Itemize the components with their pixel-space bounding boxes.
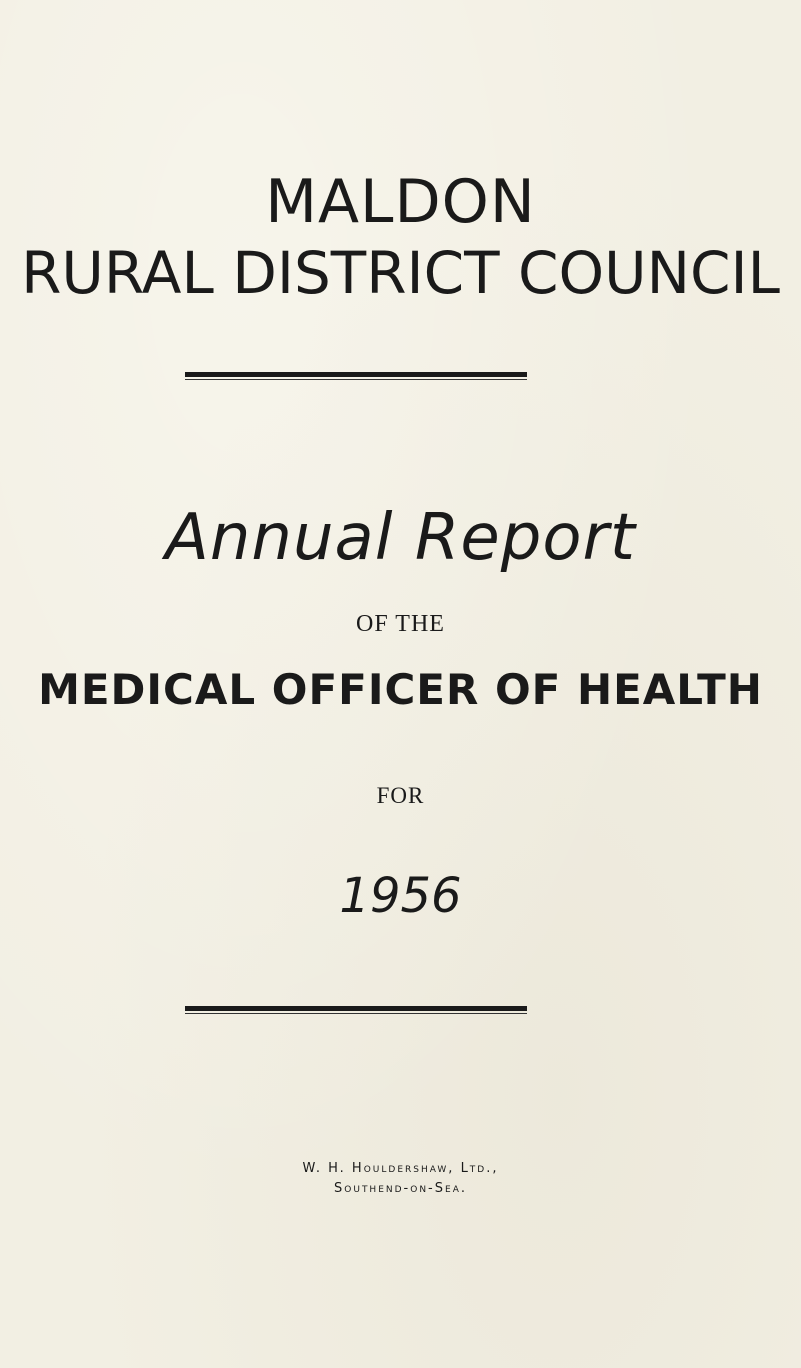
printer-name: W. H. Houldershaw, Ltd., (302, 1161, 499, 1176)
report-subject: MEDICAL OFFICER OF HEALTH (38, 665, 763, 714)
printer-location: Southend-on-Sea. (334, 1181, 467, 1196)
bottom-divider-rule (185, 1006, 527, 1014)
report-year: 1956 (339, 868, 462, 924)
council-name-line1: MALDON (265, 167, 536, 237)
for-label: FOR (376, 783, 425, 808)
report-heading: Annual Report (165, 501, 636, 575)
council-name-line2: RURAL DISTRICT COUNCIL (21, 239, 780, 307)
of-the-label: OF THE (356, 611, 445, 637)
top-divider-rule (185, 372, 527, 380)
